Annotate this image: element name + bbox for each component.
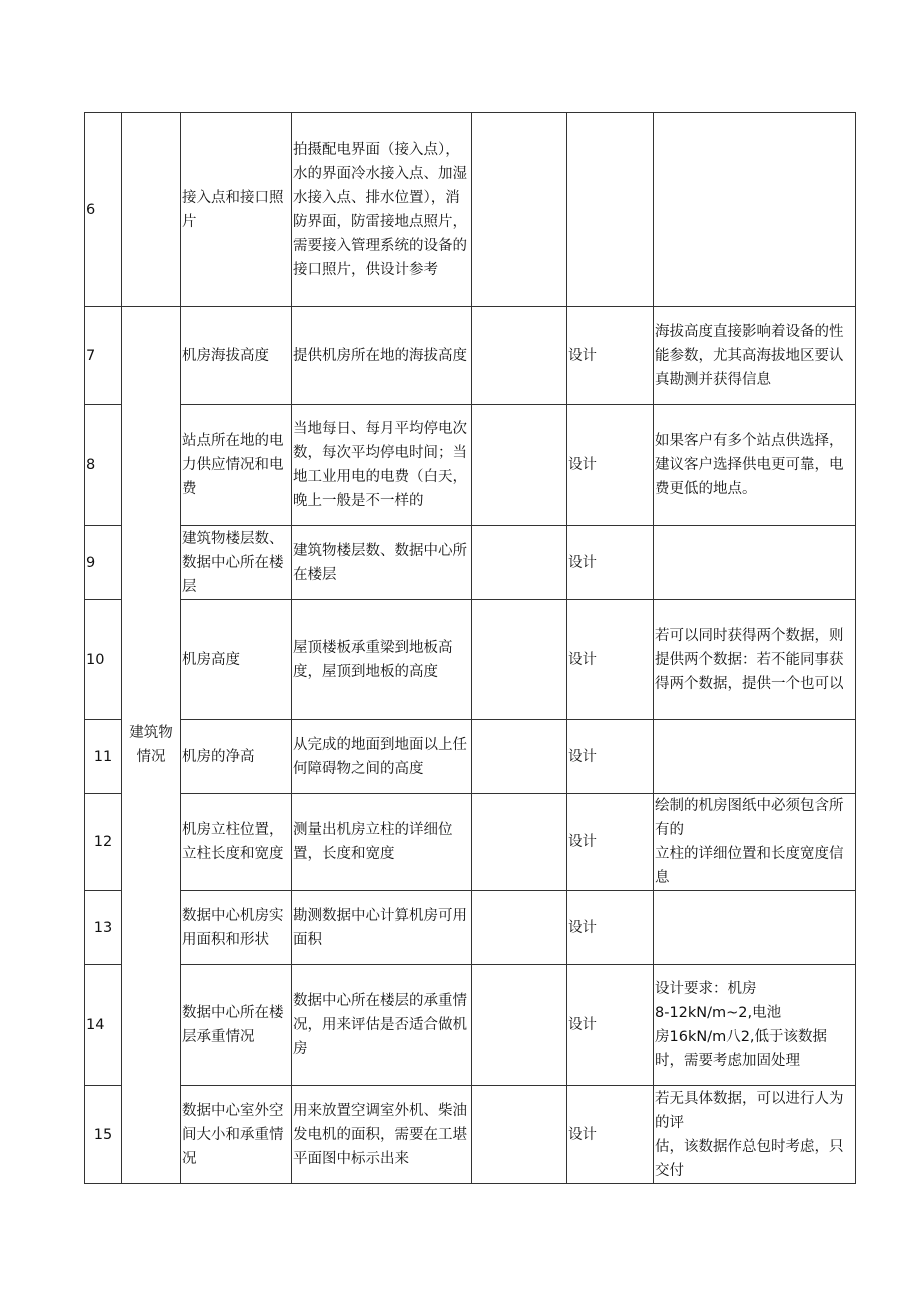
empty-cell bbox=[472, 405, 567, 526]
item-note bbox=[654, 1086, 856, 1184]
item-note: 海拔高度直接影响着设备的性能参数，尤其高海拔地区要认真勘测并获得信息 bbox=[654, 307, 856, 405]
row-number: 15 bbox=[85, 1086, 122, 1184]
item-content bbox=[292, 405, 472, 526]
table-row bbox=[85, 600, 856, 720]
item-name: 数据中心所在楼层承重情况 bbox=[181, 965, 292, 1086]
item-type: 设计 bbox=[567, 526, 654, 600]
item-note: 如果客户有多个站点供选择，建议客户选择供电更可靠，电费更低的地点。 bbox=[654, 405, 856, 526]
item-name: 机房高度 bbox=[181, 600, 292, 720]
item-type bbox=[567, 113, 654, 307]
table-row bbox=[85, 891, 856, 965]
table-row bbox=[85, 1086, 856, 1184]
item-type: 设计 bbox=[567, 600, 654, 720]
item-content: 测量出机房立柱的详细位置，长度和宽度 bbox=[292, 794, 472, 891]
table-row bbox=[85, 965, 856, 1086]
note-line: 估，该数据作总包时考虑，只交付 bbox=[655, 1138, 844, 1179]
item-content-text: 当地每日、每月平均停电次数，每次平均停电时间；当地工业用电的电费（白天，晚上一般是不一样的 bbox=[293, 421, 467, 509]
item-type: 设计 bbox=[567, 307, 654, 405]
item-content: 建筑物楼层数、数据中心所在楼层 bbox=[292, 526, 472, 600]
note-line: 8-12kN/m~2,电池 bbox=[655, 1005, 782, 1021]
item-content: 从完成的地面到地面以上任何障碍物之间的高度 bbox=[292, 720, 472, 794]
category-cell-empty bbox=[122, 113, 181, 307]
note-line: 房16kN/m八2,低于该数据时，需要考虑加固处理 bbox=[655, 1029, 828, 1069]
item-note bbox=[654, 965, 856, 1086]
note-line: 若无具体数据，可以进行人为的评 bbox=[655, 1090, 844, 1131]
empty-cell bbox=[472, 965, 567, 1086]
item-name: 机房立柱位置，立柱长度和宽度 bbox=[181, 794, 292, 891]
row-number: 11 bbox=[85, 720, 122, 794]
empty-cell bbox=[472, 1086, 567, 1184]
item-content: 提供机房所在地的海拔高度 bbox=[292, 307, 472, 405]
note-line: 设计要求：机房 bbox=[655, 981, 757, 997]
table-row bbox=[85, 794, 856, 891]
item-note bbox=[654, 526, 856, 600]
empty-cell bbox=[472, 113, 567, 307]
row-number: 14 bbox=[85, 965, 122, 1086]
item-note: 若可以同时获得两个数据，则提供两个数据：若不能同事获得两个数据，提供一个也可以 bbox=[654, 600, 856, 720]
empty-cell bbox=[472, 720, 567, 794]
row-number: 8 bbox=[85, 405, 122, 526]
item-type: 设计 bbox=[567, 1086, 654, 1184]
row-number: 12 bbox=[85, 794, 122, 891]
empty-cell bbox=[472, 794, 567, 891]
row-number: 13 bbox=[85, 891, 122, 965]
item-type: 设计 bbox=[567, 794, 654, 891]
item-note bbox=[654, 113, 856, 307]
survey-table bbox=[84, 112, 856, 1184]
table-row bbox=[85, 113, 856, 307]
empty-cell bbox=[472, 600, 567, 720]
item-type: 设计 bbox=[567, 965, 654, 1086]
note-line: 绘制的机房图纸中必须包含所有的 bbox=[655, 798, 844, 838]
table-row bbox=[85, 307, 856, 405]
item-content: 用来放置空调室外机、柴油发电机的面积，需要在工堪平面图中标示出来 bbox=[292, 1086, 472, 1184]
row-number: 9 bbox=[85, 526, 122, 600]
item-name: 接入点和接口照片 bbox=[181, 113, 292, 307]
category-label: 建筑物情况 bbox=[129, 725, 173, 765]
empty-cell bbox=[472, 891, 567, 965]
item-content: 屋顶楼板承重梁到地板高度，屋顶到地板的高度 bbox=[292, 600, 472, 720]
item-name: 站点所在地的电力供应情况和电费 bbox=[181, 405, 292, 526]
item-type: 设计 bbox=[567, 891, 654, 965]
item-type: 设计 bbox=[567, 405, 654, 526]
item-content: 拍摄配电界面（接入点），水的界面冷水接入点、加湿水接入点、排水位置），消防界面，防雷接地点照片，需要接入管理系统的设备的接口照片，供设计参考 bbox=[292, 113, 472, 307]
item-note bbox=[654, 794, 856, 891]
item-content: 勘测数据中心计算机房可用面积 bbox=[292, 891, 472, 965]
item-name: 机房的净高 bbox=[181, 720, 292, 794]
item-type: 设计 bbox=[567, 720, 654, 794]
item-name: 建筑物楼层数、数据中心所在楼层 bbox=[181, 526, 292, 600]
item-note bbox=[654, 891, 856, 965]
item-name: 数据中心室外空间大小和承重情况 bbox=[181, 1086, 292, 1184]
table-row bbox=[85, 405, 856, 526]
item-name: 机房海拔高度 bbox=[181, 307, 292, 405]
category-cell bbox=[122, 307, 181, 1184]
item-content: 数据中心所在楼层的承重情况，用来评估是否适合做机房 bbox=[292, 965, 472, 1086]
item-note bbox=[654, 720, 856, 794]
item-name: 数据中心机房实用面积和形状 bbox=[181, 891, 292, 965]
row-number: 7 bbox=[85, 307, 122, 405]
empty-cell bbox=[472, 526, 567, 600]
row-number: 10 bbox=[85, 600, 122, 720]
row-number: 6 bbox=[85, 113, 122, 307]
table-row bbox=[85, 720, 856, 794]
table-row bbox=[85, 526, 856, 600]
note-line: 立柱的详细位置和长度宽度信息 bbox=[655, 846, 844, 886]
empty-cell bbox=[472, 307, 567, 405]
